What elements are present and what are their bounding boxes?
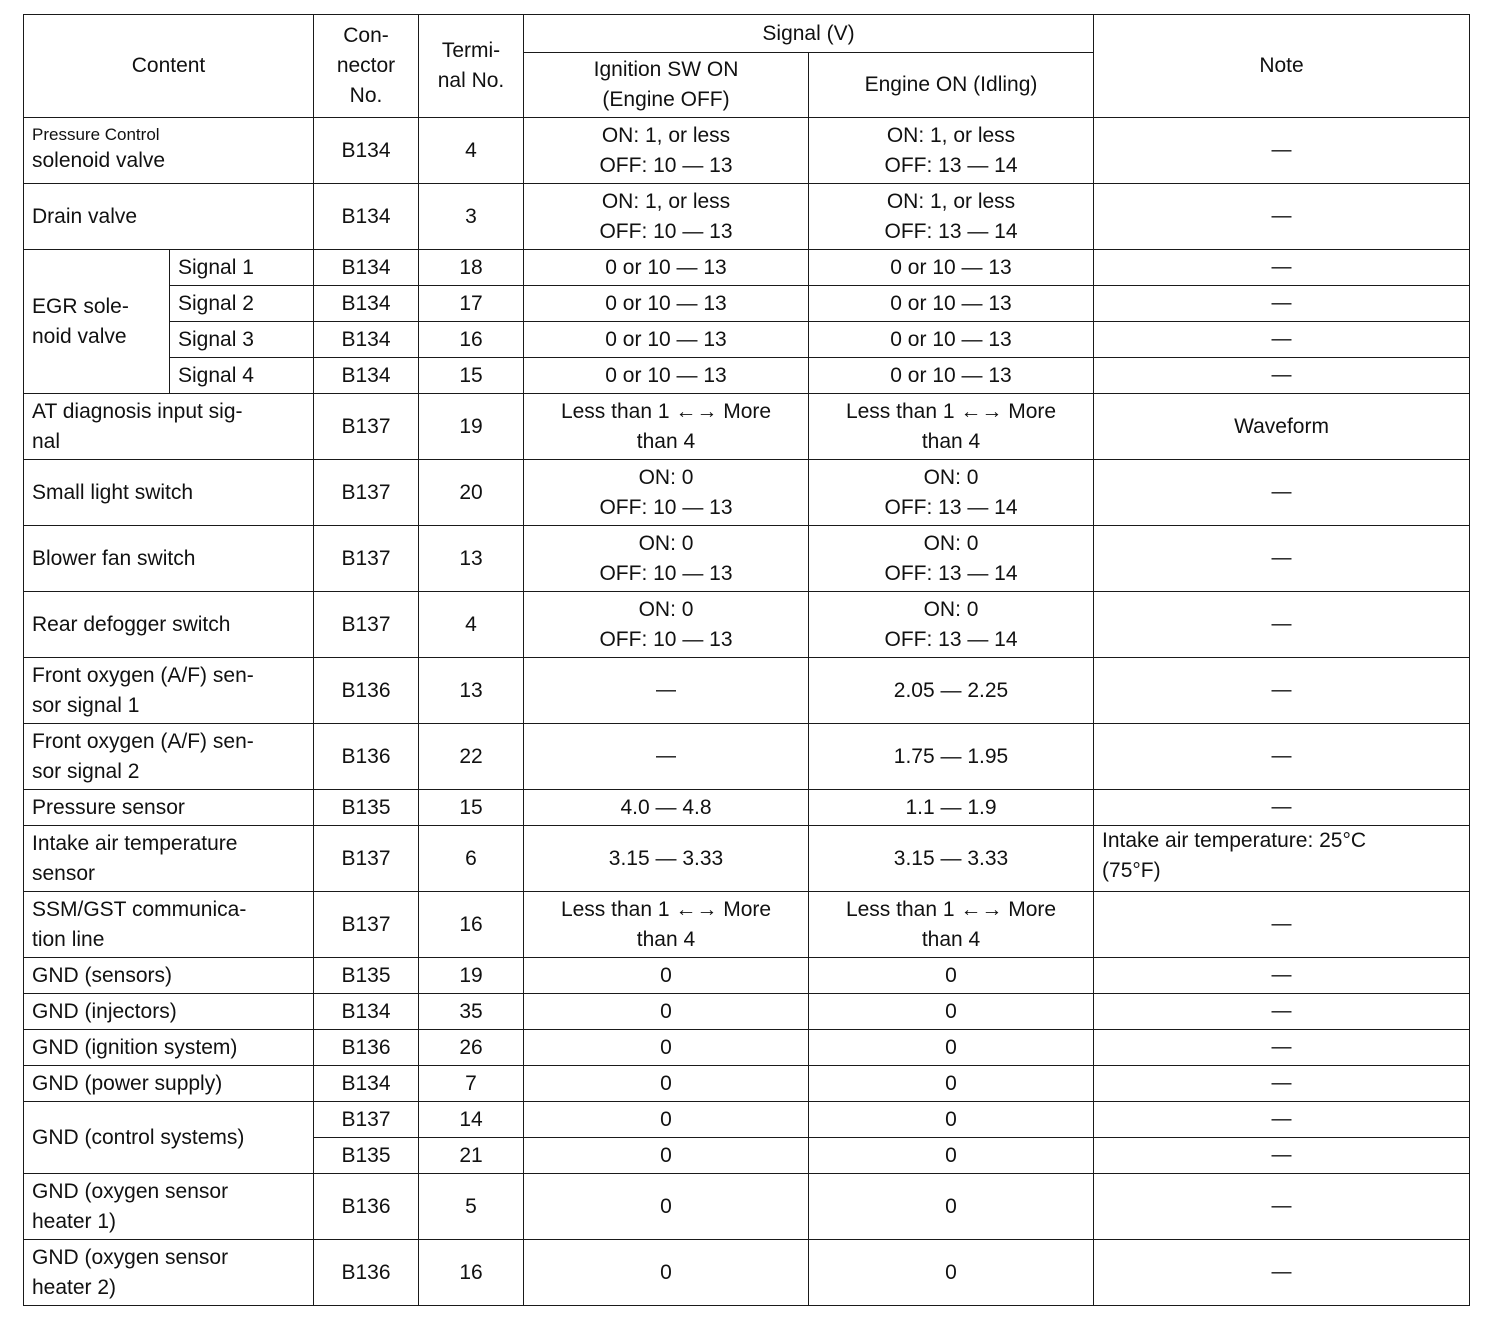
row-connector: B136 [314,1030,419,1066]
row-connector: B137 [314,526,419,592]
row-signal-ign: 0 [524,1240,809,1306]
row-signal-ign: ON: 0 OFF: 10 — 13 [524,460,809,526]
row-note: — [1094,592,1470,658]
row-content-line2: solenoid valve [32,148,166,172]
table-row [24,1174,1470,1240]
row-note: — [1094,460,1470,526]
row-signal-ign: 3.15 — 3.33 [524,826,809,892]
row-connector: B134 [314,994,419,1030]
row-signal-ign: 0 [524,958,809,994]
table-row [24,592,1470,658]
table-row [24,526,1470,592]
row-terminal: 7 [419,1066,524,1102]
row-note: — [1094,526,1470,592]
egr-signal-label: Signal 2 [170,286,314,322]
row-connector: B137 [314,592,419,658]
row-signal-ign: Less than 1 ←→ More than 4 [524,394,809,460]
row-signal-ign: 4.0 — 4.8 [524,790,809,826]
row-content-line1: Pressure Control [32,125,160,145]
row-terminal: 22 [419,724,524,790]
row-signal-ign: 0 [524,1174,809,1240]
row-signal-eng: 0 [809,958,1094,994]
row-terminal: 13 [419,526,524,592]
table-row [24,184,1470,250]
row-connector: B134 [314,250,419,286]
row-note: — [1094,250,1470,286]
table-row [24,724,1470,790]
row-signal-eng: 3.15 — 3.33 [809,826,1094,892]
row-signal-ign: 0 [524,1030,809,1066]
row-note: — [1094,958,1470,994]
row-connector: B134 [314,184,419,250]
row-terminal: 4 [419,592,524,658]
row-connector: B137 [314,460,419,526]
table-row [24,460,1470,526]
row-content: Intake air temperature sensor [24,826,314,892]
row-signal-eng: 2.05 — 2.25 [809,658,1094,724]
row-terminal: 15 [419,358,524,394]
header-ignition-sw-on: Ignition SW ON (Engine OFF) [524,53,809,118]
row-signal-eng: 0 [809,1066,1094,1102]
header-signal-v: Signal (V) [524,15,1094,53]
row-content: Rear defogger switch [24,592,314,658]
row-signal-eng: 0 [809,1174,1094,1240]
table-row [24,322,1470,358]
table-row [24,658,1470,724]
row-signal-ign: ON: 1, or less OFF: 10 — 13 [524,118,809,184]
row-content: Front oxygen (A/F) sen- sor signal 1 [24,658,314,724]
row-signal-ign: — [524,658,809,724]
row-terminal: 16 [419,1240,524,1306]
row-note: — [1094,184,1470,250]
egr-signal-label: Signal 1 [170,250,314,286]
row-terminal: 26 [419,1030,524,1066]
terminal-signal-table [23,14,1470,1306]
table-row [24,994,1470,1030]
table-row [24,286,1470,322]
row-signal-ign: 0 or 10 — 13 [524,286,809,322]
row-note: — [1094,322,1470,358]
row-connector: B134 [314,1066,419,1102]
row-terminal: 13 [419,658,524,724]
row-signal-eng: 1.75 — 1.95 [809,724,1094,790]
row-terminal: 16 [419,892,524,958]
row-signal-ign: Less than 1 ←→ More than 4 [524,892,809,958]
table-row [24,1066,1470,1102]
row-signal-ign: ON: 1, or less OFF: 10 — 13 [524,184,809,250]
row-connector: B134 [314,118,419,184]
row-note: Intake air temperature: 25°C (75°F) [1094,826,1470,892]
row-signal-ign: 0 [524,1102,809,1138]
row-connector: B137 [314,826,419,892]
row-note: — [1094,790,1470,826]
table-row [24,1240,1470,1306]
row-content: Front oxygen (A/F) sen- sor signal 2 [24,724,314,790]
row-note: — [1094,1138,1470,1174]
row-terminal: 3 [419,184,524,250]
row-terminal: 18 [419,250,524,286]
row-terminal: 5 [419,1174,524,1240]
row-content: Small light switch [24,460,314,526]
row-terminal: 4 [419,118,524,184]
row-signal-ign: 0 [524,994,809,1030]
row-signal-eng: 0 or 10 — 13 [809,286,1094,322]
row-signal-eng: 0 [809,994,1094,1030]
row-connector: B135 [314,1138,419,1174]
table-row [24,1102,1470,1138]
header-note: Note [1094,15,1470,118]
row-terminal: 21 [419,1138,524,1174]
row-connector: B137 [314,1102,419,1138]
table-row [24,118,1470,184]
row-content: Pressure sensor [24,790,314,826]
row-terminal: 15 [419,790,524,826]
row-signal-ign: ON: 0 OFF: 10 — 13 [524,592,809,658]
row-note: — [1094,994,1470,1030]
row-signal-eng: 1.1 — 1.9 [809,790,1094,826]
row-note: — [1094,1102,1470,1138]
row-content: AT diagnosis input sig- nal [24,394,314,460]
row-connector: B134 [314,322,419,358]
row-terminal: 14 [419,1102,524,1138]
row-terminal: 35 [419,994,524,1030]
table-row [24,358,1470,394]
row-signal-eng: 0 or 10 — 13 [809,250,1094,286]
row-terminal: 6 [419,826,524,892]
table-row [24,250,1470,286]
row-signal-eng: ON: 1, or less OFF: 13 — 14 [809,118,1094,184]
row-content: SSM/GST communica- tion line [24,892,314,958]
table-row [24,958,1470,994]
row-signal-ign: — [524,724,809,790]
row-connector: B136 [314,1174,419,1240]
row-content: GND (injectors) [24,994,314,1030]
row-signal-ign: 0 [524,1066,809,1102]
row-content: GND (control systems) [24,1102,314,1174]
row-signal-eng: 0 or 10 — 13 [809,358,1094,394]
row-note: — [1094,892,1470,958]
row-signal-eng: ON: 0 OFF: 13 — 14 [809,460,1094,526]
row-signal-eng: 0 [809,1102,1094,1138]
table-row [24,790,1470,826]
header-terminal-no: Termi- nal No. [419,15,524,118]
row-signal-ign: 0 or 10 — 13 [524,322,809,358]
row-connector: B134 [314,286,419,322]
row-content: GND (sensors) [24,958,314,994]
row-signal-eng: ON: 1, or less OFF: 13 — 14 [809,184,1094,250]
row-connector: B137 [314,892,419,958]
row-signal-ign: 0 [524,1138,809,1174]
row-note: — [1094,1174,1470,1240]
row-signal-eng: 0 or 10 — 13 [809,322,1094,358]
row-terminal: 19 [419,958,524,994]
row-signal-eng: Less than 1 ←→ More than 4 [809,394,1094,460]
row-signal-eng: ON: 0 OFF: 13 — 14 [809,592,1094,658]
row-connector: B135 [314,790,419,826]
row-connector: B136 [314,1240,419,1306]
row-signal-ign: ON: 0 OFF: 10 — 13 [524,526,809,592]
egr-signal-label: Signal 4 [170,358,314,394]
row-terminal: 20 [419,460,524,526]
row-content: Blower fan switch [24,526,314,592]
row-content: GND (power supply) [24,1066,314,1102]
row-content: GND (oxygen sensor heater 1) [24,1174,314,1240]
header-connector-no: Con- nector No. [314,15,419,118]
table-row [24,826,1470,892]
row-signal-ign: 0 or 10 — 13 [524,250,809,286]
row-note: — [1094,118,1470,184]
row-signal-ign: 0 or 10 — 13 [524,358,809,394]
table-row [24,1030,1470,1066]
header-engine-on: Engine ON (Idling) [809,53,1094,118]
row-content [24,118,314,184]
egr-signal-label: Signal 3 [170,322,314,358]
row-connector: B136 [314,724,419,790]
header-content: Content [24,15,314,118]
row-signal-eng: 0 [809,1030,1094,1066]
row-signal-eng: 0 [809,1240,1094,1306]
row-terminal: 16 [419,322,524,358]
row-connector: B137 [314,394,419,460]
row-content: Drain valve [24,184,314,250]
row-note: — [1094,1240,1470,1306]
row-connector: B135 [314,958,419,994]
row-content: GND (ignition system) [24,1030,314,1066]
row-signal-eng: Less than 1 ←→ More than 4 [809,892,1094,958]
row-note: — [1094,358,1470,394]
egr-group-label: EGR sole- noid valve [24,250,170,394]
row-note: — [1094,1066,1470,1102]
row-signal-eng: ON: 0 OFF: 13 — 14 [809,526,1094,592]
row-content: GND (oxygen sensor heater 2) [24,1240,314,1306]
row-terminal: 19 [419,394,524,460]
row-connector: B134 [314,358,419,394]
row-signal-eng: 0 [809,1138,1094,1174]
row-note: Waveform [1094,394,1470,460]
row-connector: B136 [314,658,419,724]
row-note: — [1094,658,1470,724]
table-row [24,892,1470,958]
row-note: — [1094,286,1470,322]
row-terminal: 17 [419,286,524,322]
row-note: — [1094,1030,1470,1066]
row-note: — [1094,724,1470,790]
table-row [24,394,1470,460]
